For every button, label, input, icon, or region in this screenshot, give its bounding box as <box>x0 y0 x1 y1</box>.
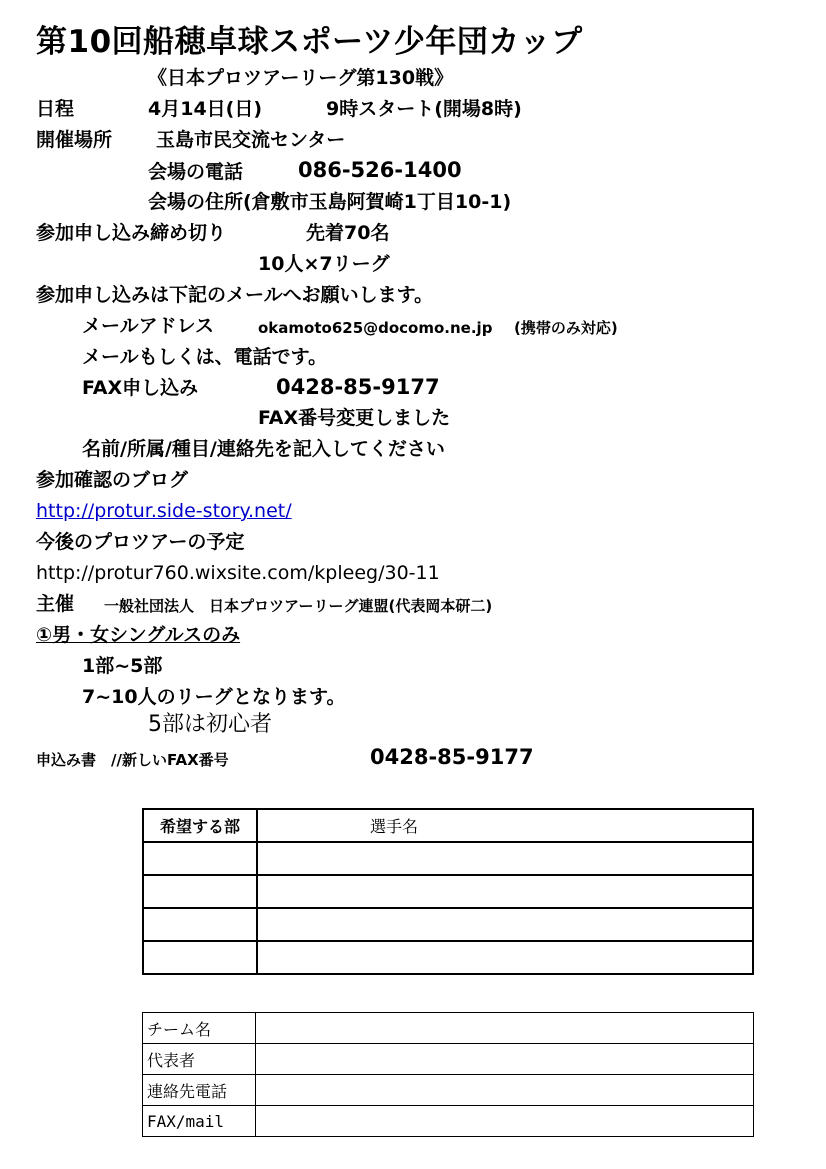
entry-player-cell[interactable] <box>257 842 753 875</box>
form-note-fax: 0428-85-9177 <box>370 745 534 769</box>
entry-table-header <box>143 809 753 842</box>
entry-table <box>142 808 754 975</box>
entry-player-cell[interactable] <box>257 908 753 941</box>
subtitle: 《日本プロツアーリーグ第130戦》 <box>148 67 454 89</box>
schedule-date: 4月14日(日) <box>148 98 263 120</box>
entry-player-cell[interactable] <box>257 875 753 908</box>
form-note-label: 申込み書 //新しいFAX番号 <box>36 751 229 769</box>
fax-number: 0428-85-9177 <box>276 375 440 399</box>
events-beginner: 5部は初心者 <box>148 712 272 737</box>
table-row <box>143 875 753 908</box>
table-row <box>143 1013 754 1044</box>
table-row <box>143 908 753 941</box>
or-phone: メールもしくは、電話です。 <box>82 346 328 368</box>
table-row <box>143 1044 754 1075</box>
venue-phone: 086-526-1400 <box>298 158 462 182</box>
fax-label: FAX申し込み <box>82 377 199 399</box>
future-schedule-label: 今後のプロツアーの予定 <box>36 531 245 553</box>
fill-in-note: 名前/所属/種目/連絡先を記入してください <box>82 438 445 460</box>
deadline-breakdown: 10人×7リーグ <box>258 253 390 275</box>
mail-address[interactable]: okamoto625@docomo.ne.jp <box>258 319 493 337</box>
venue-phone-label: 会場の電話 <box>148 161 244 183</box>
team-table <box>142 1012 754 1137</box>
fax-mail-field[interactable] <box>256 1106 754 1137</box>
blog-link[interactable]: http://protur.side-story.net/ <box>36 500 292 522</box>
deadline-label: 参加申し込み締め切り <box>36 222 227 244</box>
fax-changed: FAX番号変更しました <box>258 407 451 429</box>
team-name-label: チーム名 <box>143 1013 256 1044</box>
schedule-label: 日程 <box>36 98 75 120</box>
venue-name: 玉島市民交流センター <box>156 129 346 151</box>
blog-label: 参加確認のブログ <box>36 469 189 491</box>
table-row <box>143 842 753 875</box>
mail-note: (携帯のみ対応) <box>514 319 618 337</box>
entry-player-cell[interactable] <box>257 941 753 974</box>
apply-intro: 参加申し込みは下記のメールへお願いします。 <box>36 284 434 306</box>
organizer-name: 一般社団法人 日本プロツアーリーグ連盟(代表岡本研二) <box>104 597 493 615</box>
organizer-label: 主催 <box>36 593 75 615</box>
contact-phone-field[interactable] <box>256 1075 754 1106</box>
table-row <box>143 941 753 974</box>
venue-label: 開催場所 <box>36 129 113 151</box>
fax-mail-label: FAX/mail <box>143 1106 256 1137</box>
contact-phone-label: 連絡先電話 <box>143 1075 256 1106</box>
team-name-field[interactable] <box>256 1013 754 1044</box>
events-divisions: 1部~5部 <box>82 655 163 677</box>
entry-division-cell[interactable] <box>143 842 257 875</box>
entry-division-cell[interactable] <box>143 941 257 974</box>
table-row <box>143 1106 754 1137</box>
table-row <box>143 1075 754 1106</box>
future-schedule-url: http://protur760.wixsite.com/kpleeg/30-11 <box>36 562 440 584</box>
deadline-capacity: 先着70名 <box>306 222 390 244</box>
entry-division-cell[interactable] <box>143 875 257 908</box>
events-heading: ①男・女シングルスのみ <box>36 624 241 646</box>
schedule-time: 9時スタート(開場8時) <box>326 98 522 120</box>
venue-address: 会場の住所(倉敷市玉島阿賀崎1丁目10-1) <box>148 191 512 213</box>
entry-col-division: 希望する部 <box>143 809 257 842</box>
page-title: 第10回船穂卓球スポーツ少年団カップ <box>36 24 583 60</box>
entry-division-cell[interactable] <box>143 908 257 941</box>
events-leagues: 7~10人のリーグとなります。 <box>82 686 346 708</box>
representative-label: 代表者 <box>143 1044 256 1075</box>
representative-field[interactable] <box>256 1044 754 1075</box>
mail-label: メールアドレス <box>82 315 215 337</box>
entry-col-player-name: 選手名 <box>257 809 753 842</box>
